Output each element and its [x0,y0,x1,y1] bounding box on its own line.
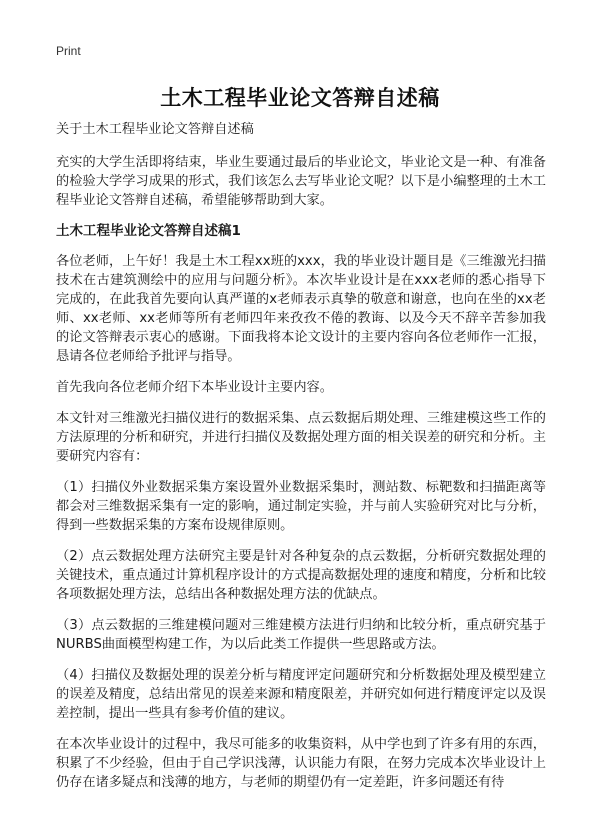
body-paragraph: 在本次毕业设计的过程中，我尽可能多的收集资料，从中学也到了许多有用的东西，积累了不少经验，但由于自己学识浅薄，认识能力有限，在努力完成本次毕业设计上仍存在诸多疑点和浅薄的地方，与老师的期望仍有一定差距，许多问题还有待 [56,737,546,790]
body-paragraph: （2）点云数据处理方法研究主要是针对各种复杂的点云数据，分析研究数据处理的关键技术，重点通过计算机程序设计的方式提高数据处理的速度和精度，分析和比较各项数据处理方法，总结出各种数据处理方法的优缺点。 [56,549,546,602]
article-body [56,120,546,804]
body-paragraph: 首先我向各位老师介绍下本毕业设计主要内容。 [56,380,333,395]
body-paragraph: （4）扫描仪及数据处理的误差分析与精度评定问题研究和分析数据处理及模型建立的误差及精度，总结出常见的误差来源和精度限差，并研究如何进行精度评定以及误差控制，提出一些具有参考价值的建议。 [56,668,546,721]
body-paragraph: 各位老师，上午好！我是土木工程xx班的xxx，我的毕业设计题目是《三维激光扫描技术在古建筑测绘中的应用与问题分析》。本次毕业设计是在xxx老师的悉心指导下完成的，在此我首先要向认真严谨的x老师表示真挚的敬意和谢意，也向在坐的xx老师、xx老师、xx老师等所有老师四年来孜孜不倦的教诲、以及今天不辞辛苦参加我的论文答辩表示衷心的感谢。下面我将本论文设计的主要内容向各位老师作一汇报，恳请各位老师给予批评与指导。 [56,254,546,364]
body-paragraph: （1）扫描仪外业数据采集方案设置外业数据采集时，测站数、标靶数和扫描距离等都会对三维数据采集有一定的影响，通过制定实验，并与前人实验研究对比与分析，得到一些数据采集的方案布设规律原则。 [56,480,546,533]
section-heading: 土木工程毕业论文答辩自述稿1 [56,223,241,239]
article-subtitle: 关于土木工程毕业论文答辩自述稿 [56,122,254,137]
intro-paragraph: 充实的大学生活即将结束，毕业生要通过最后的毕业论文，毕业论文是一种、有准备的检验大学学习成果的形式，我们该怎么去写毕业论文呢？以下是小编整理的土木工程毕业论文答辩自述稿，希望能够帮助到大家。 [56,155,546,208]
body-paragraph: （3）点云数据的三维建模问题对三维建模方法进行归纳和比较分析，重点研究基于NURBS曲面模型构建工作，为以后此类工作提供一些思路或方法。 [56,618,546,652]
page-title: 土木工程毕业论文答辩自述稿 [160,86,440,110]
print-link[interactable]: Print [56,44,81,58]
body-paragraph: 本文针对三维激光扫描仪进行的数据采集、点云数据后期处理、三维建模这些工作的方法原理的分析和研究，并进行扫描仪及数据处理方面的相关误差的研究和分析。主要研究内容有： [56,411,546,464]
